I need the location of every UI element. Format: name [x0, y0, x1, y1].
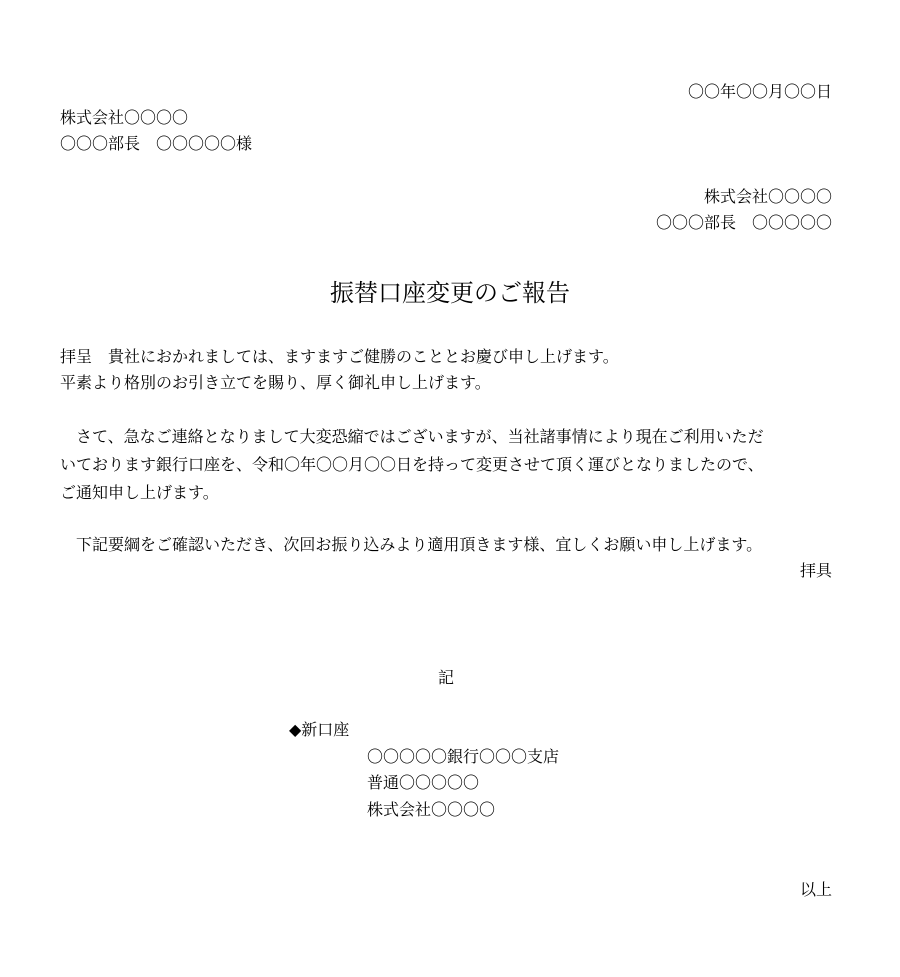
sender-person: 〇〇〇部長 〇〇〇〇〇 [655, 213, 832, 232]
letter-date: 〇〇年〇〇月〇〇日 [687, 82, 832, 101]
greeting-line-1: 拝呈 貴社におかれましては、ますますご健勝のこととお慶び申し上げます。 [60, 347, 619, 366]
greeting-line-2: 平素より格別のお引き立てを賜り、厚く御礼申し上げます。 [60, 373, 491, 392]
recipient-company: 株式会社〇〇〇〇 [60, 108, 189, 127]
details-holder: 株式会社〇〇〇〇 [367, 800, 496, 819]
body-line-2: いております銀行口座を、令和〇年〇〇月〇〇日を持って変更させて頂く運びとなりましたので、 [60, 455, 764, 474]
document-title: 振替口座変更のご報告 [330, 279, 570, 307]
details-account: 普通〇〇〇〇〇 [367, 773, 480, 792]
end-mark: 以上 [799, 880, 832, 899]
closing-word: 拝具 [799, 561, 832, 580]
details-heading: ◆新口座 [289, 720, 350, 739]
body-line-3: ご通知申し上げます。 [60, 483, 219, 502]
details-bank: 〇〇〇〇〇銀行〇〇〇支店 [367, 747, 560, 766]
recipient-person: 〇〇〇部長 〇〇〇〇〇様 [60, 134, 253, 153]
body-line-4: 下記要綱をご確認いただき、次回お振り込みより適用頂きます様、宜しくお願い申し上げます。 [60, 535, 763, 554]
ki-mark: 記 [437, 668, 454, 687]
sender-company: 株式会社〇〇〇〇 [703, 187, 832, 206]
body-line-1: さて、急なご連絡となりまして大変恐縮ではございますが、当社諸事情により現在ご利用いただ [60, 427, 764, 446]
